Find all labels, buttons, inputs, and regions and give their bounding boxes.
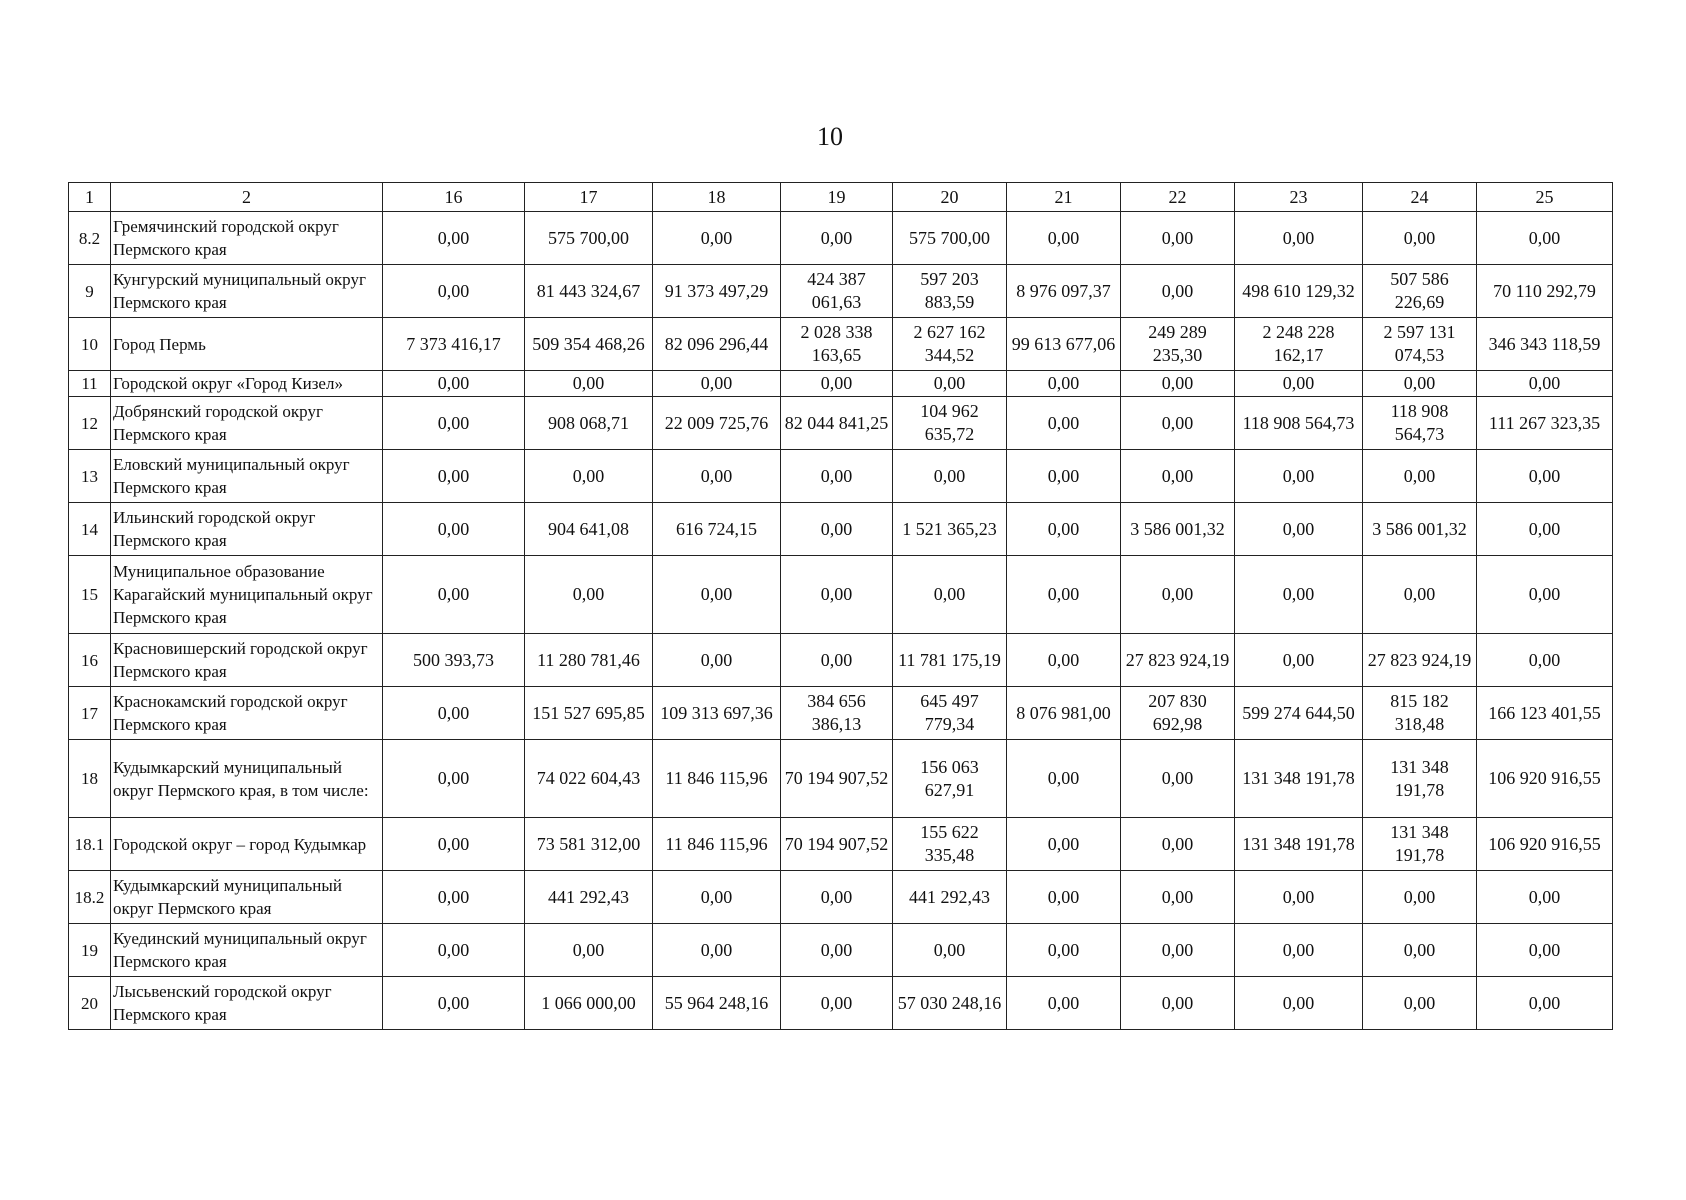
- value-cell: 11 846 115,96: [653, 740, 781, 818]
- row-number-cell: 12: [69, 397, 111, 450]
- value-cell: 0,00: [383, 687, 525, 740]
- value-cell: 575 700,00: [893, 212, 1007, 265]
- value-cell: 498 610 129,32: [1235, 265, 1363, 318]
- value-cell: 0,00: [781, 977, 893, 1030]
- value-cell: 131 348 191,78: [1235, 740, 1363, 818]
- value-cell: 8 076 981,00: [1007, 687, 1121, 740]
- municipality-name-cell: Кудымкарский муниципальный округ Пермского края, в том числе:: [111, 740, 383, 818]
- value-cell: 441 292,43: [893, 871, 1007, 924]
- header-cell: 25: [1477, 183, 1613, 212]
- value-cell: 0,00: [1477, 871, 1613, 924]
- value-cell: 0,00: [1235, 556, 1363, 634]
- municipality-name-cell: Добрянский городской округ Пермского края: [111, 397, 383, 450]
- value-cell: 0,00: [383, 818, 525, 871]
- header-cell: 19: [781, 183, 893, 212]
- value-cell: 0,00: [1007, 503, 1121, 556]
- value-cell: 27 823 924,19: [1121, 634, 1235, 687]
- table-row: [69, 740, 1613, 818]
- value-cell: 82 044 841,25: [781, 397, 893, 450]
- row-number-cell: 16: [69, 634, 111, 687]
- table-row: [69, 212, 1613, 265]
- value-cell: 81 443 324,67: [525, 265, 653, 318]
- table-row: [69, 818, 1613, 871]
- value-cell: 0,00: [1363, 871, 1477, 924]
- value-cell: 118 908 564,73: [1363, 397, 1477, 450]
- value-cell: 73 581 312,00: [525, 818, 653, 871]
- value-cell: 0,00: [1235, 503, 1363, 556]
- municipality-name-cell: Куединский муниципальный округ Пермского края: [111, 924, 383, 977]
- value-cell: 424 387 061,63: [781, 265, 893, 318]
- row-number-cell: 19: [69, 924, 111, 977]
- value-cell: 0,00: [1477, 450, 1613, 503]
- value-cell: 0,00: [383, 265, 525, 318]
- value-cell: 0,00: [1007, 977, 1121, 1030]
- value-cell: 11 280 781,46: [525, 634, 653, 687]
- value-cell: 155 622 335,48: [893, 818, 1007, 871]
- value-cell: 131 348 191,78: [1235, 818, 1363, 871]
- value-cell: 166 123 401,55: [1477, 687, 1613, 740]
- value-cell: 0,00: [781, 556, 893, 634]
- value-cell: 0,00: [383, 740, 525, 818]
- row-number-cell: 13: [69, 450, 111, 503]
- row-number-cell: 17: [69, 687, 111, 740]
- value-cell: 0,00: [653, 924, 781, 977]
- value-cell: 0,00: [781, 371, 893, 397]
- header-cell: 18: [653, 183, 781, 212]
- municipality-name-cell: Краснокамский городской округ Пермского края: [111, 687, 383, 740]
- table-row: [69, 924, 1613, 977]
- value-cell: 11 846 115,96: [653, 818, 781, 871]
- row-number-cell: 18: [69, 740, 111, 818]
- value-cell: 0,00: [1121, 871, 1235, 924]
- value-cell: 55 964 248,16: [653, 977, 781, 1030]
- value-cell: 0,00: [1121, 556, 1235, 634]
- value-cell: 57 030 248,16: [893, 977, 1007, 1030]
- value-cell: 11 781 175,19: [893, 634, 1007, 687]
- value-cell: 0,00: [1235, 634, 1363, 687]
- value-cell: 0,00: [781, 450, 893, 503]
- value-cell: 1 066 000,00: [525, 977, 653, 1030]
- value-cell: 249 289 235,30: [1121, 318, 1235, 371]
- value-cell: 0,00: [1121, 265, 1235, 318]
- municipality-name-cell: Кунгурский муниципальный округ Пермского края: [111, 265, 383, 318]
- value-cell: 0,00: [1121, 740, 1235, 818]
- value-cell: 0,00: [893, 450, 1007, 503]
- value-cell: 151 527 695,85: [525, 687, 653, 740]
- page-number: 10: [817, 122, 843, 151]
- value-cell: 0,00: [1477, 634, 1613, 687]
- row-number-cell: 10: [69, 318, 111, 371]
- value-cell: 1 521 365,23: [893, 503, 1007, 556]
- header-cell: 16: [383, 183, 525, 212]
- value-cell: 509 354 468,26: [525, 318, 653, 371]
- table-row: [69, 450, 1613, 503]
- value-cell: 0,00: [525, 450, 653, 503]
- value-cell: 2 597 131 074,53: [1363, 318, 1477, 371]
- value-cell: 0,00: [653, 450, 781, 503]
- value-cell: 0,00: [781, 634, 893, 687]
- municipality-name-cell: Город Пермь: [111, 318, 383, 371]
- header-cell: 20: [893, 183, 1007, 212]
- row-number-cell: 9: [69, 265, 111, 318]
- value-cell: 0,00: [1363, 212, 1477, 265]
- value-cell: 99 613 677,06: [1007, 318, 1121, 371]
- value-cell: 0,00: [1007, 397, 1121, 450]
- municipality-name-cell: Гремячинский городской округ Пермского края: [111, 212, 383, 265]
- table-row: [69, 556, 1613, 634]
- row-number-cell: 14: [69, 503, 111, 556]
- value-cell: 0,00: [1363, 556, 1477, 634]
- value-cell: 0,00: [1007, 818, 1121, 871]
- value-cell: 109 313 697,36: [653, 687, 781, 740]
- value-cell: 0,00: [1477, 977, 1613, 1030]
- municipality-name-cell: Кудымкарский муниципальный округ Пермского края: [111, 871, 383, 924]
- value-cell: 0,00: [1007, 556, 1121, 634]
- value-cell: 104 962 635,72: [893, 397, 1007, 450]
- municipality-name-cell: Муниципальное образование Карагайский муниципальный округ Пермского края: [111, 556, 383, 634]
- value-cell: 0,00: [525, 924, 653, 977]
- value-cell: 0,00: [383, 212, 525, 265]
- municipality-name-cell: Ильинский городской округ Пермского края: [111, 503, 383, 556]
- value-cell: 597 203 883,59: [893, 265, 1007, 318]
- value-cell: 0,00: [1363, 977, 1477, 1030]
- header-cell: 21: [1007, 183, 1121, 212]
- municipality-name-cell: Городской округ – город Кудымкар: [111, 818, 383, 871]
- table-row: [69, 503, 1613, 556]
- value-cell: 131 348 191,78: [1363, 740, 1477, 818]
- value-cell: 0,00: [1007, 924, 1121, 977]
- value-cell: 0,00: [383, 556, 525, 634]
- value-cell: 0,00: [653, 371, 781, 397]
- value-cell: 0,00: [1363, 924, 1477, 977]
- value-cell: 0,00: [1007, 871, 1121, 924]
- value-cell: 3 586 001,32: [1363, 503, 1477, 556]
- row-number-cell: 18.2: [69, 871, 111, 924]
- value-cell: 0,00: [1007, 212, 1121, 265]
- value-cell: 384 656 386,13: [781, 687, 893, 740]
- header-cell: 22: [1121, 183, 1235, 212]
- value-cell: 0,00: [1235, 924, 1363, 977]
- value-cell: 0,00: [383, 871, 525, 924]
- value-cell: 0,00: [653, 212, 781, 265]
- municipality-name-cell: Городской округ «Город Кизел»: [111, 371, 383, 397]
- value-cell: 0,00: [781, 924, 893, 977]
- value-cell: 815 182 318,48: [1363, 687, 1477, 740]
- value-cell: 0,00: [1363, 450, 1477, 503]
- value-cell: 0,00: [1121, 371, 1235, 397]
- value-cell: 0,00: [1477, 212, 1613, 265]
- value-cell: 507 586 226,69: [1363, 265, 1477, 318]
- table-row: [69, 318, 1613, 371]
- value-cell: 106 920 916,55: [1477, 740, 1613, 818]
- value-cell: 0,00: [1007, 450, 1121, 503]
- value-cell: 346 343 118,59: [1477, 318, 1613, 371]
- value-cell: 0,00: [1235, 371, 1363, 397]
- value-cell: 0,00: [383, 450, 525, 503]
- value-cell: 2 028 338 163,65: [781, 318, 893, 371]
- value-cell: 441 292,43: [525, 871, 653, 924]
- value-cell: 0,00: [383, 924, 525, 977]
- value-cell: 8 976 097,37: [1007, 265, 1121, 318]
- value-cell: 908 068,71: [525, 397, 653, 450]
- value-cell: 2 248 228 162,17: [1235, 318, 1363, 371]
- table-body: [69, 183, 1613, 1030]
- value-cell: 7 373 416,17: [383, 318, 525, 371]
- row-number-cell: 11: [69, 371, 111, 397]
- value-cell: 0,00: [383, 397, 525, 450]
- table-row: [69, 871, 1613, 924]
- value-cell: 118 908 564,73: [1235, 397, 1363, 450]
- value-cell: 0,00: [1007, 371, 1121, 397]
- report-table: [68, 182, 1613, 1030]
- header-cell: 1: [69, 183, 111, 212]
- table-row: [69, 687, 1613, 740]
- value-cell: 0,00: [1477, 924, 1613, 977]
- row-number-cell: 18.1: [69, 818, 111, 871]
- value-cell: 0,00: [1121, 212, 1235, 265]
- value-cell: 0,00: [653, 871, 781, 924]
- value-cell: 616 724,15: [653, 503, 781, 556]
- value-cell: 0,00: [1235, 450, 1363, 503]
- value-cell: 0,00: [1121, 924, 1235, 977]
- value-cell: 904 641,08: [525, 503, 653, 556]
- value-cell: 0,00: [1363, 371, 1477, 397]
- value-cell: 0,00: [653, 556, 781, 634]
- municipality-name-cell: Еловский муниципальный округ Пермского края: [111, 450, 383, 503]
- header-cell: 17: [525, 183, 653, 212]
- value-cell: 0,00: [893, 371, 1007, 397]
- value-cell: 91 373 497,29: [653, 265, 781, 318]
- value-cell: 70 194 907,52: [781, 740, 893, 818]
- table-row: [69, 977, 1613, 1030]
- value-cell: 0,00: [781, 503, 893, 556]
- row-number-cell: 15: [69, 556, 111, 634]
- value-cell: 0,00: [1007, 740, 1121, 818]
- value-cell: 106 920 916,55: [1477, 818, 1613, 871]
- table-row: [69, 265, 1613, 318]
- value-cell: 27 823 924,19: [1363, 634, 1477, 687]
- value-cell: 0,00: [653, 634, 781, 687]
- value-cell: 0,00: [1235, 871, 1363, 924]
- header-cell: 23: [1235, 183, 1363, 212]
- value-cell: 0,00: [1235, 977, 1363, 1030]
- value-cell: 0,00: [1477, 556, 1613, 634]
- value-cell: 0,00: [383, 503, 525, 556]
- value-cell: 0,00: [893, 924, 1007, 977]
- value-cell: 599 274 644,50: [1235, 687, 1363, 740]
- value-cell: 0,00: [525, 371, 653, 397]
- value-cell: 0,00: [1477, 503, 1613, 556]
- municipality-name-cell: Лысьвенский городской округ Пермского края: [111, 977, 383, 1030]
- table-row: [69, 634, 1613, 687]
- row-number-cell: 20: [69, 977, 111, 1030]
- value-cell: 70 110 292,79: [1477, 265, 1613, 318]
- value-cell: 131 348 191,78: [1363, 818, 1477, 871]
- row-number-cell: 8.2: [69, 212, 111, 265]
- value-cell: 0,00: [1121, 977, 1235, 1030]
- value-cell: 0,00: [383, 371, 525, 397]
- header-cell: 24: [1363, 183, 1477, 212]
- value-cell: 111 267 323,35: [1477, 397, 1613, 450]
- table-header-row: [69, 183, 1613, 212]
- value-cell: 2 627 162 344,52: [893, 318, 1007, 371]
- value-cell: 207 830 692,98: [1121, 687, 1235, 740]
- value-cell: 0,00: [525, 556, 653, 634]
- table-row: [69, 397, 1613, 450]
- value-cell: 0,00: [1121, 450, 1235, 503]
- value-cell: 0,00: [781, 871, 893, 924]
- value-cell: 70 194 907,52: [781, 818, 893, 871]
- value-cell: 0,00: [781, 212, 893, 265]
- value-cell: 0,00: [893, 556, 1007, 634]
- municipality-name-cell: Красновишерский городской округ Пермского края: [111, 634, 383, 687]
- value-cell: 0,00: [383, 977, 525, 1030]
- value-cell: 22 009 725,76: [653, 397, 781, 450]
- value-cell: 0,00: [1007, 634, 1121, 687]
- value-cell: 0,00: [1235, 212, 1363, 265]
- value-cell: 0,00: [1121, 818, 1235, 871]
- table-row: [69, 371, 1613, 397]
- value-cell: 645 497 779,34: [893, 687, 1007, 740]
- value-cell: 500 393,73: [383, 634, 525, 687]
- value-cell: 0,00: [1121, 397, 1235, 450]
- header-cell: 2: [111, 183, 383, 212]
- value-cell: 575 700,00: [525, 212, 653, 265]
- value-cell: 82 096 296,44: [653, 318, 781, 371]
- value-cell: 0,00: [1477, 371, 1613, 397]
- value-cell: 74 022 604,43: [525, 740, 653, 818]
- value-cell: 156 063 627,91: [893, 740, 1007, 818]
- value-cell: 3 586 001,32: [1121, 503, 1235, 556]
